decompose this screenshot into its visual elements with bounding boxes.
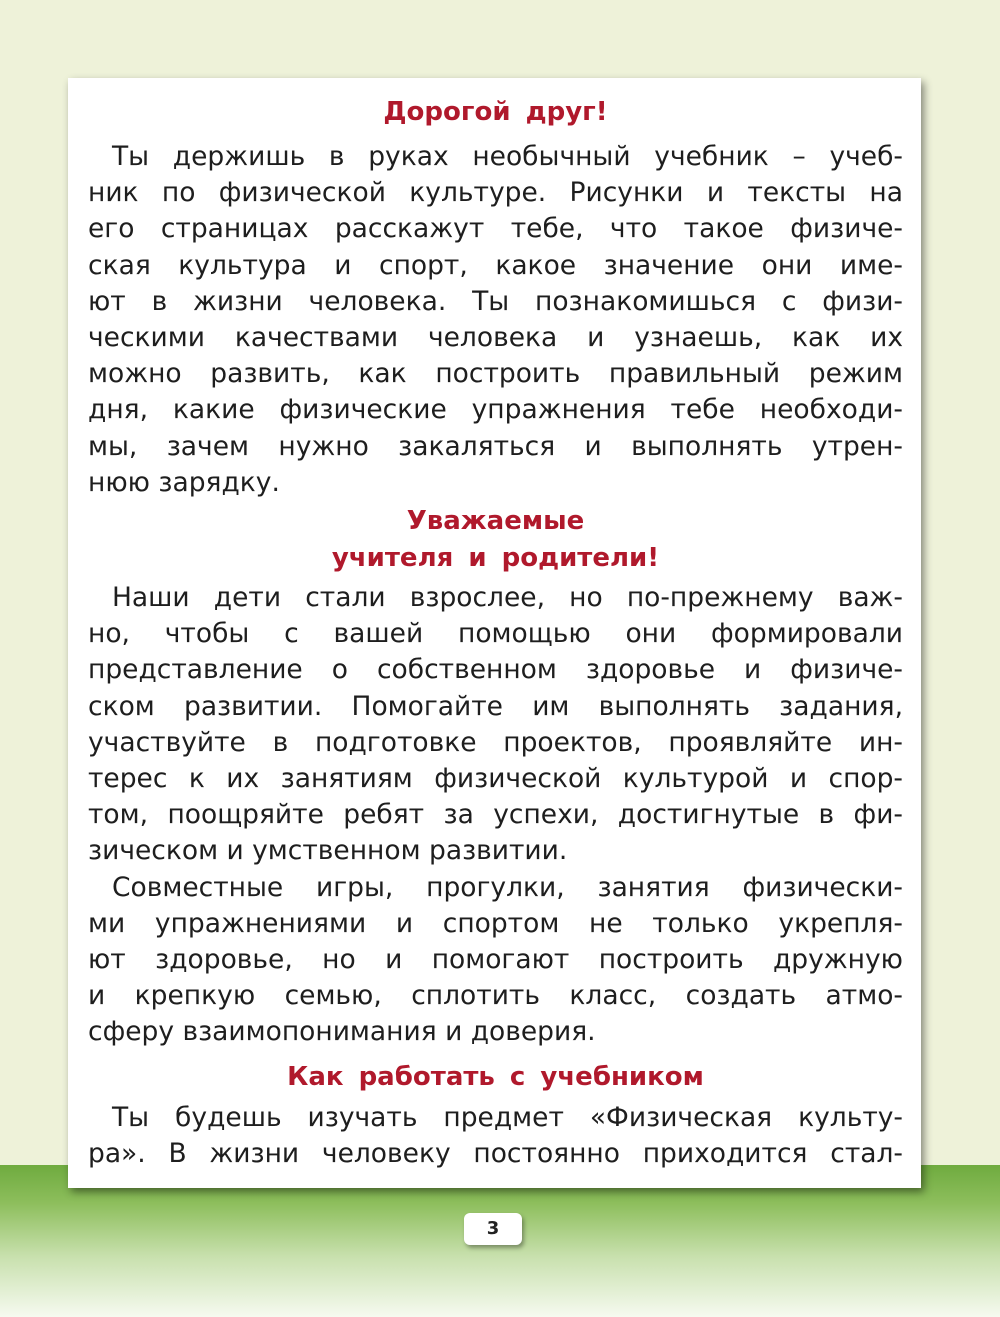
text-line: ская культура и спорт, какое значение они име- (88, 249, 903, 281)
text-line: можно развить, как построить правильный режим (88, 358, 903, 390)
text-line: участвуйте в подготовке проектов, проявляйте ин- (88, 726, 903, 758)
text-line: нюю зарядку. (88, 466, 280, 498)
heading-how-to-work: Как работать с учебником (287, 1061, 704, 1092)
text-line: дня, какие физические упражнения тебе необходи- (88, 394, 903, 426)
text-line: но, чтобы с вашей помощью они формировали (88, 618, 903, 650)
text-line: мы, зачем нужно закаляться и выполнять утрен- (88, 430, 903, 462)
text-line: зическом и умственном развитии. (88, 835, 568, 867)
text-line: ческими качествами человека и узнаешь, как их (88, 322, 903, 354)
text-line: ском развитии. Помогайте им выполнять задания, (88, 690, 903, 722)
text-line: Наши дети стали взрослее, но по-прежнему важ- (112, 582, 903, 614)
text-line: ник по физической культуре. Рисунки и тексты на (88, 177, 903, 209)
heading-parents-line1: Уважаемые (406, 506, 585, 537)
card-content (88, 94, 903, 1172)
howto-paragraph (88, 1100, 903, 1172)
text-line: ют в жизни человека. Ты познакомишься с физи- (88, 285, 903, 317)
text-line: ра». В жизни человеку постоянно приходится стал- (88, 1137, 903, 1169)
text-line: его страницах расскажут тебе, что такое физиче- (88, 213, 903, 245)
text-line: том, поощряйте ребят за успехи, достигнутые в фи- (88, 799, 903, 831)
text-line: и крепкую семью, сплотить класс, создать атмо- (88, 980, 903, 1012)
text-line: сферу взаимопонимания и доверия. (88, 1016, 596, 1048)
page-number-badge: 3 (464, 1213, 522, 1245)
text-line: ми упражнениями и спортом не только укрепля- (88, 907, 903, 939)
text-line: ют здоровье, но и помогают построить дружную (88, 944, 903, 976)
text-line: Ты будешь изучать предмет «Физическая культу- (112, 1101, 903, 1133)
text-line: Ты держишь в руках необычный учебник – учеб- (112, 141, 903, 172)
text-line: терес к их занятиям физической культурой и спор- (88, 763, 903, 795)
parents-paragraph-1 (88, 580, 903, 870)
text-line: Совместные игры, прогулки, занятия физически- (112, 871, 903, 903)
text-line: представление о собственном здоровье и физиче- (88, 654, 903, 686)
intro-paragraph (88, 139, 903, 501)
parents-paragraph-2 (88, 870, 903, 1051)
heading-dear-friend: Дорогой друг! (383, 97, 608, 127)
text-card (68, 78, 921, 1188)
heading-parents-line2: учителя и родители! (331, 543, 660, 574)
